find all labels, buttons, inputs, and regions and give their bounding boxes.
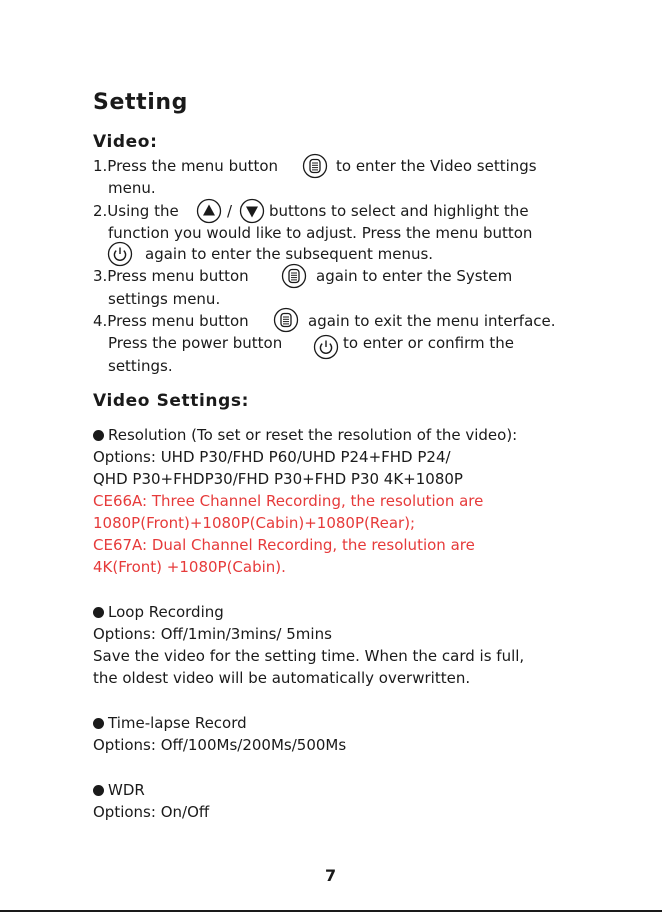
step1-line1a: 1.Press the menu button: [93, 157, 279, 175]
step1-line1b: to enter the Video settings: [336, 157, 537, 175]
resolution-options-2: QHD P30+FHDP30/FHD P30+FHD P30 4K+1080P: [93, 470, 463, 488]
resolution-note-1: CE66A: Three Channel Recording, the resolution are: [93, 492, 484, 510]
step2-line2: function you would like to adjust. Press the menu button: [108, 224, 533, 242]
resolution-note-2: 1080P(Front)+1080P(Cabin)+1080P(Rear);: [93, 514, 416, 532]
step4-line1a: 4.Press menu button: [93, 312, 249, 330]
step4-line2b: to enter or confirm the: [343, 334, 514, 352]
resolution-note-3: CE67A: Dual Channel Recording, the resolution are: [93, 536, 475, 554]
timelapse-options: Options: Off/100Ms/200Ms/500Ms: [93, 736, 347, 754]
timelapse-title: Time-lapse Record: [93, 712, 247, 734]
page-title: Setting: [93, 90, 188, 115]
step4-line3: settings.: [108, 357, 173, 375]
bullet-icon: [93, 607, 104, 618]
step2-line1a: 2.Using the: [93, 202, 179, 220]
down-arrow-icon: [239, 198, 265, 224]
step1-line2: menu.: [108, 179, 156, 197]
step2-line1b: buttons to select and highlight the: [269, 202, 529, 220]
resolution-options-1: Options: UHD P30/FHD P60/UHD P24+FHD P24/: [93, 448, 451, 466]
loop-options: Options: Off/1min/3mins/ 5mins: [93, 625, 332, 643]
video-settings-heading: Video Settings:: [93, 391, 250, 411]
step3-line1a: 3.Press menu button: [93, 267, 249, 285]
wdr-options: Options: On/Off: [93, 803, 210, 821]
menu-icon: [281, 263, 307, 289]
step2-line3: again to enter the subsequent menus.: [145, 245, 434, 263]
loop-desc-1: Save the video for the setting time. When the card is full,: [93, 647, 525, 665]
power-icon: [107, 241, 133, 267]
wdr-title: WDR: [93, 779, 145, 801]
step4-line2a: Press the power button: [108, 334, 283, 352]
loop-desc-2: the oldest video will be automatically overwritten.: [93, 669, 471, 687]
resolution-title: Resolution (To set or reset the resolution of the video):: [93, 424, 517, 446]
menu-icon: [302, 153, 328, 179]
page-number: 7: [325, 866, 337, 885]
bottom-rule: [0, 910, 662, 912]
step2-separator: /: [227, 202, 233, 220]
bullet-icon: [93, 430, 104, 441]
menu-icon: [273, 307, 299, 333]
bullet-icon: [93, 718, 104, 729]
video-heading: Video:: [93, 132, 158, 152]
loop-title: Loop Recording: [93, 601, 224, 623]
step3-line1b: again to enter the System: [316, 267, 513, 285]
power-icon: [313, 334, 339, 360]
step4-line1b: again to exit the menu interface.: [308, 312, 556, 330]
up-arrow-icon: [196, 198, 222, 224]
resolution-note-4: 4K(Front) +1080P(Cabin).: [93, 558, 286, 576]
bullet-icon: [93, 785, 104, 796]
step3-line2: settings menu.: [108, 290, 221, 308]
